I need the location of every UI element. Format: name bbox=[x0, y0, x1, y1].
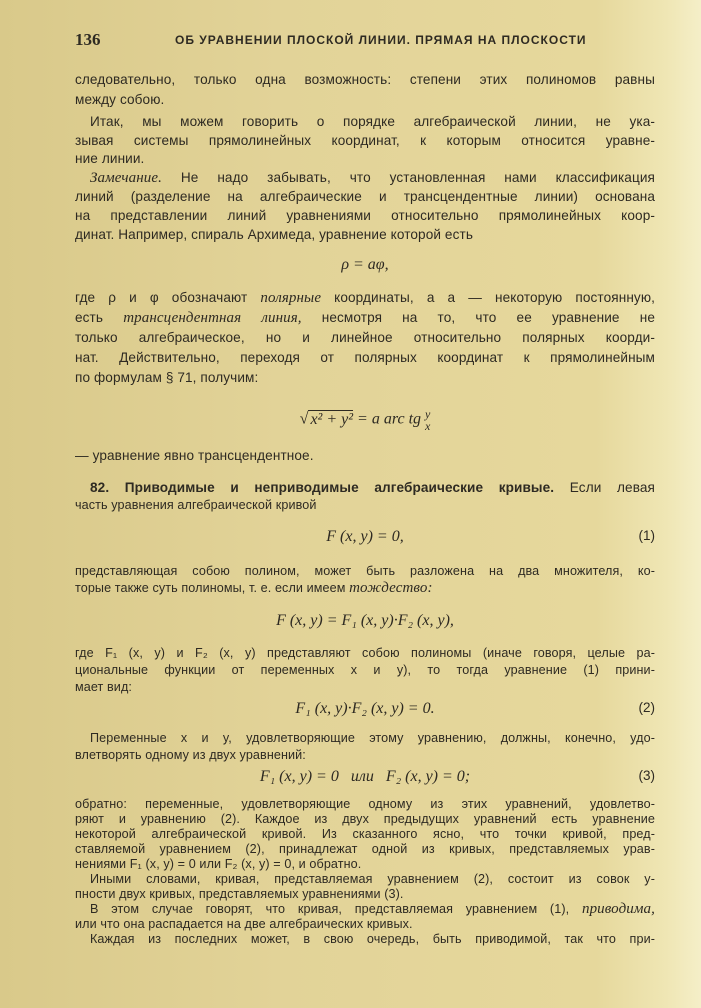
text-line: зывая системы прямолинейных координат, к которым относится уравне- bbox=[75, 133, 655, 148]
text: несмотря на то, что ее уравнение не bbox=[301, 310, 655, 325]
text-line: динат. Например, спираль Архимеда, уравнение которой есть bbox=[75, 227, 473, 242]
text-line: влетворять одному из двух уравнений: bbox=[75, 748, 306, 762]
text-line: ставляемой уравнением (2), принадлежат одной из кривых, представляемых урав- bbox=[75, 842, 655, 856]
text-line: ряют и уравнению (2). Каждое из двух предыдущих уравнений есть уравнение bbox=[75, 812, 655, 826]
equation-1 bbox=[75, 528, 655, 546]
text-line bbox=[75, 310, 655, 326]
text-line: циональные функции от переменных x и y), то тогда уравнение (1) прини- bbox=[75, 663, 655, 677]
text-line: линий (разделение на алгебраические и трансцендентные линии) основана bbox=[75, 189, 655, 204]
equation-text: F₁ (x, y) = 0 или F₂ (x, y) = 0; bbox=[259, 768, 471, 785]
text-line: где F₁ (x, y) и F₂ (x, y) представляют собою полиномы (иначе говоря, целые ра- bbox=[75, 646, 655, 660]
text: торые также суть полиномы, т. е. если имеем bbox=[75, 581, 350, 595]
text-line bbox=[75, 290, 655, 306]
italic-term: тождество: bbox=[349, 580, 433, 596]
text-line: на представлении линий уравнениями относительно прямолинейных коор- bbox=[75, 208, 655, 223]
equation-3 bbox=[75, 768, 655, 786]
text-line: — уравнение явно трансцендентное. bbox=[75, 448, 314, 463]
equation-identity: F (x, y) = F₁ (x, y)·F₂ (x, y), bbox=[276, 612, 454, 629]
text: координаты, а a — некоторую постоянную, bbox=[321, 290, 656, 305]
equation-number: (1) bbox=[638, 528, 655, 543]
formula-spiral: ρ = aφ, bbox=[341, 256, 389, 273]
text-line: часть уравнения алгебраической кривой bbox=[75, 498, 317, 512]
text-line: нениями F₁ (x, y) = 0 или F₂ (x, y) = 0, и обратно. bbox=[75, 857, 362, 871]
running-title: ОБ УРАВНЕНИИ ПЛОСКОЙ ЛИНИИ. ПРЯМАЯ НА ПЛОСКОСТИ bbox=[175, 33, 587, 47]
text-line bbox=[75, 580, 655, 596]
text-line: обратно: переменные, удовлетворяющие одному из этих уравнений, удовлетво- bbox=[75, 797, 655, 811]
text-line: нат. Действительно, переходя от полярных координат к прямолинейным bbox=[75, 350, 655, 365]
text-line: мает вид: bbox=[75, 680, 132, 694]
text: В этом случае говорят, что кривая, представляемая уравнением (1), bbox=[90, 902, 582, 916]
text-line: Итак, мы можем говорить о порядке алгебраической линии, не ука- bbox=[90, 114, 655, 129]
text-line: пности двух кривых, представляемых уравнениями (3). bbox=[75, 887, 404, 901]
section-heading-line bbox=[90, 480, 655, 496]
text: есть bbox=[75, 310, 124, 325]
text-line: между собою. bbox=[75, 92, 165, 107]
section-title: 82. Приводимые и неприводимые алгебраические кривые. bbox=[90, 480, 555, 495]
text: где ρ и φ обозначают bbox=[75, 290, 261, 305]
text-line: Каждая из последних может, в свою очередь, быть приводимой, так что при- bbox=[90, 932, 655, 946]
remark-label: Замечание. bbox=[90, 170, 162, 186]
italic-term: полярные bbox=[260, 290, 322, 306]
rhs: = a arc tg bbox=[353, 410, 426, 428]
text-line bbox=[90, 901, 655, 917]
text-line: по формулам § 71, получим: bbox=[75, 370, 259, 385]
equation-number: (2) bbox=[638, 700, 655, 715]
denominator: x bbox=[425, 419, 431, 433]
text-line: некоторой алгебраической кривой. Из сказанного ясно, что точки кривой, пред- bbox=[75, 827, 655, 841]
equation-number: (3) bbox=[638, 768, 655, 783]
text-line: или что она распадается на две алгебраических кривых. bbox=[75, 917, 413, 931]
equation-text: F (x, y) = 0, bbox=[326, 528, 404, 545]
text-line: только алгебраическое, но и линейное относительно полярных коорди- bbox=[75, 330, 655, 345]
italic-term: приводима, bbox=[581, 901, 655, 917]
text: Если левая bbox=[554, 480, 655, 495]
text-line: ние линии. bbox=[75, 151, 145, 166]
formula-sqrt: √ x² + y² = a arc tg y x bbox=[299, 407, 431, 433]
page-number: 136 bbox=[75, 30, 101, 49]
radicand: x² + y² bbox=[310, 410, 354, 428]
text-line: Иными словами, кривая, представляемая уравнением (2), состоит из совок у- bbox=[90, 872, 655, 886]
text-line: следовательно, только одна возможность: степени этих полиномов равны bbox=[75, 72, 655, 87]
equation-text: F₁ (x, y)·F₂ (x, y) = 0. bbox=[295, 700, 435, 717]
remark-line bbox=[90, 170, 655, 186]
italic-term: трансцендентная линия, bbox=[123, 310, 302, 326]
text-line: Переменные x и y, удовлетворяющие этому уравнению, должны, конечно, удо- bbox=[90, 731, 655, 745]
equation-2 bbox=[75, 700, 655, 718]
text: Не надо забывать, что установленная нами классификация bbox=[161, 170, 655, 185]
fraction bbox=[425, 408, 430, 432]
text-line: представляющая собою полином, может быть разложена на два множителя, ко- bbox=[75, 564, 655, 578]
numerator: y bbox=[425, 407, 431, 421]
